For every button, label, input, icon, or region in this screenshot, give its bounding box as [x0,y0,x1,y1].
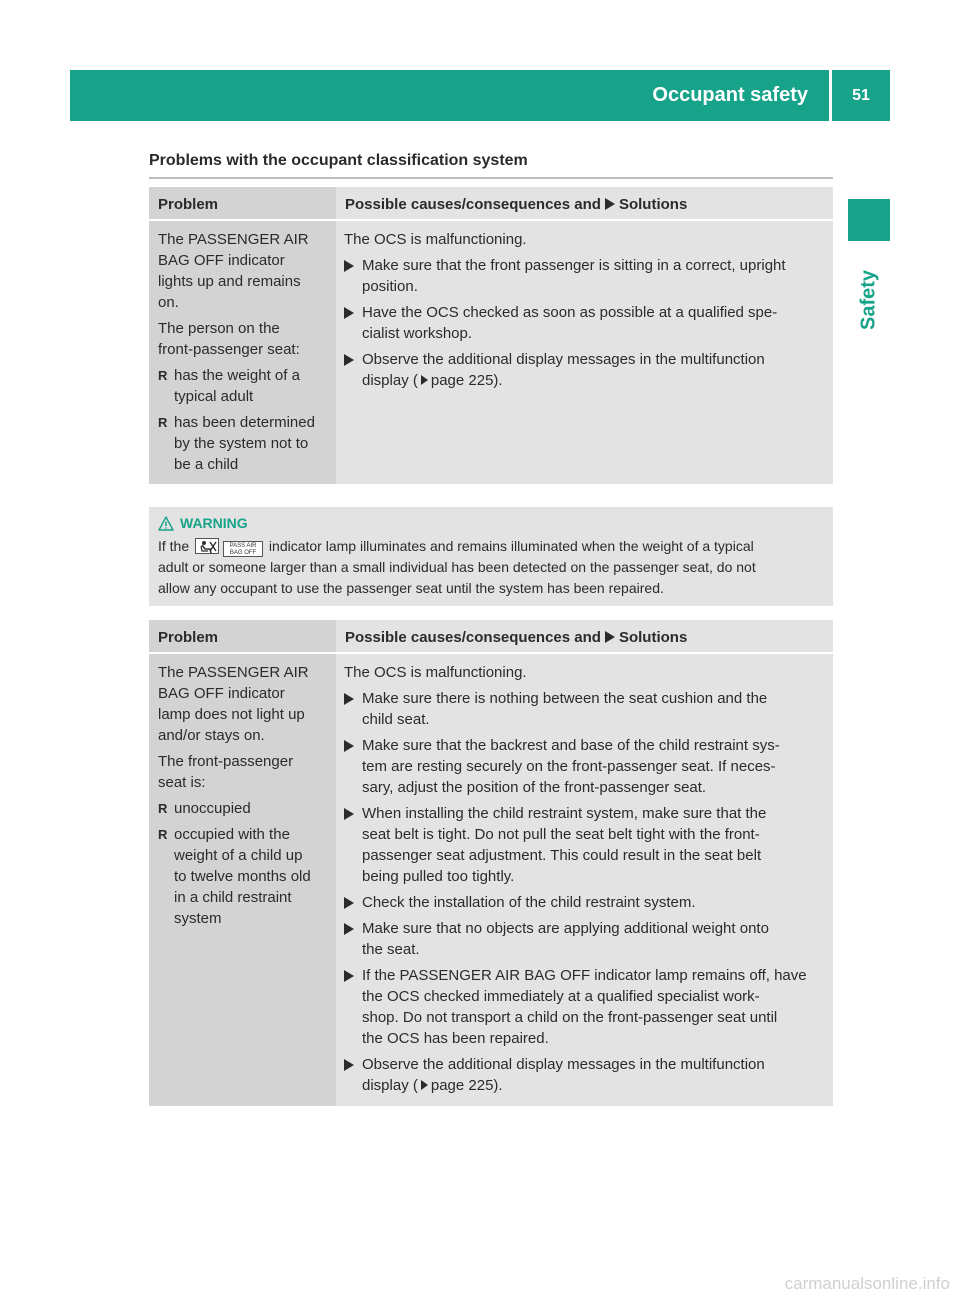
text-fragment: If the [158,538,190,554]
warning-title: WARNING [180,515,248,531]
solution-step [344,803,827,887]
text-line: adult or someone larger than a small individual has been detected on the passenger seat, do not [158,559,756,575]
list-item [158,798,332,819]
step-arrow-icon [344,897,354,909]
side-section-label: Safety [857,269,880,331]
text-line: Make sure that the front passenger is sitting in a correct, upright [362,257,786,274]
problem-description [158,662,332,746]
text-line: BAG OFF indicator [158,252,285,269]
table-row [149,654,833,1106]
header-solutions [336,187,833,219]
page-ref-icon [421,375,428,385]
text-line: position. [362,278,418,295]
solution-step [344,892,827,913]
text-line: to twelve months old [174,868,311,885]
ref-prefix: display ( [362,372,418,389]
text-line: R has the weight of a [174,367,300,384]
header-problem: Problem [149,620,336,652]
solution-step [344,965,827,1049]
text-line: cialist workshop. [362,325,473,342]
page-reference-link[interactable]: page 225). [430,1077,503,1094]
header-causes-label: Possible causes/consequences and [345,629,601,646]
warning-header [158,513,825,533]
seat-occupant-icon [195,538,219,554]
ref-prefix: display ( [362,1077,418,1094]
text-line [158,536,825,557]
text-line: Observe the additional display messages in the multifunction [362,351,765,368]
page-number: 51 [852,87,870,104]
solutions-cell [336,654,833,1106]
text-line: sary, adjust the position of the front-passenger seat. [362,779,707,796]
text-line: shop. Do not transport a child on the front-passenger seat until [362,1009,778,1026]
text-line: allow any occupant to use the passenger seat until the system has been repaired. [158,579,664,596]
text-line: system [174,910,222,927]
section-title: Problems with the occupant classification system [149,152,528,169]
problem-condition [158,318,332,360]
text-line: be a child [174,456,239,473]
section-divider [149,177,833,179]
cause-text: The OCS is malfunctioning. [344,664,527,681]
text-line: weight of a child up [174,847,303,864]
problem-cell [149,654,336,1106]
header-bar [70,70,890,121]
step-arrow-icon [344,970,354,982]
passenger-airbag-off-icon: PASS AIR BAG OFF [223,541,263,557]
arrow-icon [605,631,615,643]
solution-step [344,255,827,297]
text-fragment: indicator lamp illuminates and remains illuminated when the weight of a typical [268,538,754,554]
text-line: on. [158,294,179,311]
text-line: Observe the additional display messages in the multifunction [362,1056,765,1073]
header-problem: Problem [149,187,336,219]
watermark: carmanualsonline.info [784,1274,950,1293]
text-line: Check the installation of the child restraint system. [362,894,696,911]
header-solutions [336,620,833,652]
step-arrow-icon [344,1059,354,1071]
text-line [362,370,827,391]
header-causes-label: Possible causes/consequences and [345,196,601,213]
text-line: the OCS has been repaired. [362,1030,549,1047]
troubleshooting-table-2 [149,620,833,1106]
text-line: BAG OFF indicator [158,685,285,702]
text-line: If the PASSENGER AIR BAG OFF indicator lamp remains off, have [362,967,807,984]
text-line: Make sure that no objects are applying additional weight onto [362,920,769,937]
chapter-title: Occupant safety [652,84,808,106]
text-line: The person on the [158,320,280,337]
text-line: the OCS checked immediately at a qualified specialist work- [362,988,760,1005]
solution-step [344,1054,827,1096]
solution-step [344,349,827,391]
table-header [149,620,833,654]
table-header [149,187,833,221]
solution-step [344,735,827,798]
text-line: lights up and remains [158,273,301,290]
text-line: Make sure there is nothing between the seat cushion and the [362,690,768,707]
solutions-cell [336,221,833,484]
text-line: the seat. [362,941,420,958]
table-row [149,221,833,484]
step-arrow-icon [344,808,354,820]
text-line: The PASSENGER AIR [158,664,309,681]
text-line: being pulled too tightly. [362,868,515,885]
arrow-icon [605,198,615,210]
text-line: in a child restraint [174,889,292,906]
text-line: tem are resting securely on the front-passenger seat. If neces- [362,758,776,775]
header-solutions-label: Solutions [618,196,688,213]
text-line [362,1075,827,1096]
list-item [158,365,332,407]
text-line: When installing the child restraint system, make sure that the [362,805,767,822]
text-line: R has been determined [174,414,315,431]
text-line: R unoccupied [174,800,251,817]
solution-step [344,918,827,960]
text-line: The front-passenger [158,753,294,770]
text-line: front-passenger seat: [158,341,300,358]
text-line: Have the OCS checked as soon as possible at a qualified spe- [362,304,778,321]
text-line: The PASSENGER AIR [158,231,309,248]
step-arrow-icon [344,693,354,705]
step-arrow-icon [344,307,354,319]
text-line: child seat. [362,711,430,728]
list-item [158,412,332,475]
warning-box [149,507,833,606]
solution-step [344,302,827,344]
problem-cell [149,221,336,484]
text-line: seat belt is tight. Do not pull the seat belt tight with the front- [362,826,760,843]
page-ref-icon [421,1080,428,1090]
side-tab-marker [848,199,890,241]
step-arrow-icon [344,740,354,752]
page-reference-link[interactable]: page 225). [430,372,503,389]
warning-triangle-icon [158,516,174,531]
text-line: seat is: [158,774,206,791]
text-line: Make sure that the backrest and base of the child restraint sys- [362,737,780,754]
warning-text [158,536,825,598]
text-line: passenger seat adjustment. This could result in the seat belt [362,847,762,864]
text-line: R occupied with the [174,826,290,843]
problem-description [158,229,332,313]
text-line: by the system not to [174,435,309,452]
step-arrow-icon [344,923,354,935]
text-line: typical adult [174,388,254,405]
list-item [158,824,332,929]
solution-step [344,688,827,730]
header-solutions-label: Solutions [618,629,688,646]
text-line: and/or stays on. [158,727,265,744]
troubleshooting-table-1 [149,187,833,484]
step-arrow-icon [344,260,354,272]
text-line: lamp does not light up [158,706,305,723]
problem-condition [158,751,332,793]
cause-text: The OCS is malfunctioning. [344,231,527,248]
step-arrow-icon [344,354,354,366]
